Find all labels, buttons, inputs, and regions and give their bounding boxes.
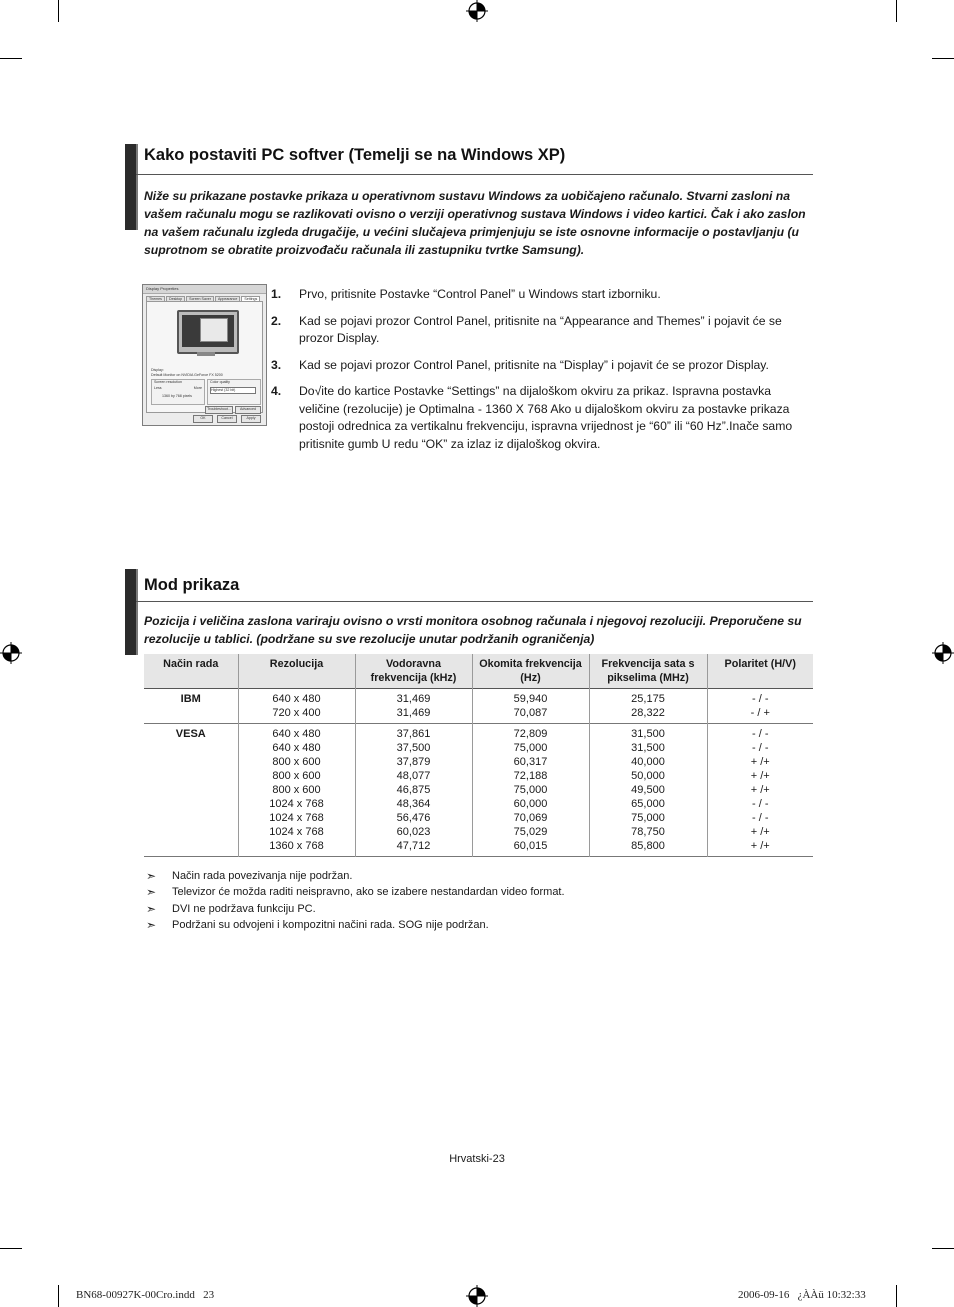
header-pixel-clock: Frekvencija sata s pikselima (MHz) — [589, 654, 707, 689]
mode-cell: IBM — [180, 693, 201, 705]
step-item — [271, 286, 811, 304]
notes-list — [146, 868, 565, 934]
monitor-icon — [177, 310, 239, 354]
cell-value: 1024 x 768 — [269, 798, 324, 810]
tab-appearance[interactable]: Appearance — [215, 296, 240, 302]
cell-value: 25,175 — [631, 693, 665, 705]
display-value: Default Monitor on NVIDIA GeForce FX 5200 — [151, 372, 223, 377]
table-row — [144, 724, 813, 857]
cell-value: 48,077 — [396, 770, 431, 782]
resolution-cell — [238, 724, 355, 857]
step-text: Do√ite do kartice Postavke “Settings” na dijaloškom okviru za prikaz. Ispravna postavka veličine (rezolucije) je Optimalna - 1360 X 768 Ako u dijaloškom okviru za postavke prikaza postoji odrednica za vertikalnu frekvenciju, ispravna vrijednost je “60” ili “60 Hz”.Inače samo pritisnite gumb U redu “OK” za izlaz iz dijaloškog okvira. — [299, 384, 793, 451]
arrow-icon: ➣ — [146, 885, 157, 900]
file-slug: BN68-00927K-00Cro.indd 23 — [76, 1289, 215, 1301]
cell-value: 78,750 — [631, 826, 665, 838]
table-header-row — [144, 654, 813, 689]
polarity-cell — [707, 689, 813, 724]
cell-value: 800 x 600 — [272, 770, 321, 782]
tab-screen-saver[interactable]: Screen Saver — [186, 296, 214, 302]
cell-value: 37,879 — [396, 756, 431, 768]
cell-value: 40,000 — [631, 756, 665, 768]
cell-value: 70,087 — [513, 707, 548, 719]
display-mode-table — [144, 654, 813, 857]
arrow-icon: ➣ — [146, 869, 157, 883]
vertical-frequency-cell — [472, 689, 589, 724]
arrow-icon: ➣ — [146, 901, 157, 916]
step-item — [271, 383, 811, 453]
mode-cell: VESA — [175, 728, 206, 740]
cell-value: + /+ — [750, 756, 770, 768]
color-select[interactable]: Highest (32 bit) — [210, 387, 256, 394]
display-properties-dialog — [142, 284, 267, 426]
crop-mark — [0, 1248, 22, 1249]
cell-value: 72,188 — [513, 770, 548, 782]
arrow-icon: ➣ — [146, 918, 157, 933]
cell-value: - / - — [752, 798, 769, 810]
ok-button[interactable]: OK — [193, 415, 213, 423]
step-item — [271, 313, 811, 348]
less-label: Less — [154, 386, 162, 390]
section-marker — [125, 144, 136, 230]
tab-settings[interactable]: Settings — [241, 296, 260, 302]
cell-value: 60,015 — [513, 840, 548, 852]
resolution-label: Screen resolution — [154, 380, 182, 384]
cell-value: + /+ — [750, 784, 770, 796]
note-item — [146, 901, 565, 917]
advanced-button[interactable]: Advanced — [235, 406, 261, 414]
date-slug: 2006-09-16 ¿ÀÀü 10:32:33 — [738, 1289, 866, 1301]
dialog-title: Display Properties — [143, 285, 266, 294]
note-item — [146, 868, 565, 884]
cell-value: 75,000 — [631, 812, 665, 824]
cell-value: - / - — [752, 742, 769, 754]
cell-value: - / + — [750, 707, 770, 719]
header-polarity: Polaritet (H/V) — [707, 654, 813, 689]
step-item — [271, 357, 811, 375]
cell-value: - / - — [752, 728, 769, 740]
cell-value: 1024 x 768 — [269, 826, 324, 838]
resolution-value: 1360 by 768 pixels — [162, 394, 192, 398]
cell-value: + /+ — [750, 826, 770, 838]
cell-value: 59,940 — [513, 693, 548, 705]
monitor-screen — [182, 315, 234, 347]
horizontal-frequency-cell — [355, 724, 472, 857]
troubleshoot-button[interactable]: Troubleshoot... — [205, 406, 233, 414]
step-number: 3. — [271, 357, 282, 372]
display-label: Display: — [151, 368, 164, 372]
resolution-group — [151, 379, 205, 405]
monitor-stand — [197, 352, 215, 356]
cell-value: 640 x 480 — [272, 693, 321, 705]
section-title: Kako postaviti PC softver (Temelji se na Windows XP) — [144, 146, 566, 164]
cell-value: 65,000 — [631, 798, 665, 810]
header-resolution: Rezolucija — [238, 654, 355, 689]
vertical-frequency-cell — [472, 724, 589, 857]
pixel-clock-cell — [589, 689, 707, 724]
section-rule — [136, 601, 813, 602]
registration-mark-icon — [466, 0, 488, 22]
step-number: 2. — [271, 313, 282, 328]
cell-value: 720 x 400 — [272, 707, 321, 719]
cell-value: 37,861 — [396, 728, 431, 740]
crop-mark — [58, 0, 59, 22]
note-item — [146, 917, 565, 933]
section-intro: Niže su prikazane postavke prikaza u operativnom sustavu Windows za uobičajeno računalo. Stvarni zasloni na vašem računalu mogu se razlikovati ovisno o verziji operativnog sustava Windows i video kartici. Čak i ako zaslon na vašem računalu izgleda drugačije, u većini slučajeva primjenjuju se iste osnovne informacije o postavljanju (u suprotnom se obratite proizvođaču računala ili zastupniku tvrtke Samsung). — [144, 189, 806, 257]
cell-value: 75,000 — [513, 784, 548, 796]
header-mode: Način rada — [144, 654, 238, 689]
cell-value: + /+ — [750, 770, 770, 782]
cell-value: 46,875 — [396, 784, 431, 796]
cell-value: 75,000 — [513, 742, 548, 754]
apply-button[interactable]: Apply — [241, 415, 261, 423]
page-number: Hrvatski-23 — [449, 1153, 505, 1165]
step-number: 4. — [271, 384, 282, 398]
crop-mark — [896, 1285, 897, 1307]
registration-mark-icon — [466, 1285, 488, 1307]
cell-value: 640 x 480 — [272, 728, 321, 740]
more-label: More — [193, 386, 202, 390]
crop-mark — [932, 58, 954, 59]
cell-value: 800 x 600 — [272, 784, 321, 796]
cell-value: 85,800 — [631, 840, 665, 852]
tab-desktop[interactable]: Desktop — [166, 296, 185, 302]
note-text: Televizor će možda raditi neispravno, ako se izabere nestandardan video format. — [172, 886, 565, 899]
table-row — [144, 689, 813, 724]
cell-value: 28,322 — [631, 707, 665, 719]
cell-value: 50,000 — [631, 770, 665, 782]
note-text: Način rada povezivanja nije podržan. — [172, 870, 353, 882]
step-text: Prvo, pritisnite Postavke “Control Panel” u Windows start izborniku. — [299, 287, 661, 301]
registration-mark-icon — [0, 642, 22, 664]
cell-value: 56,476 — [396, 812, 431, 824]
cell-value: 1360 x 768 — [269, 840, 324, 852]
crop-mark — [932, 1248, 954, 1249]
section-rule — [136, 174, 813, 175]
cell-value: 60,000 — [513, 798, 548, 810]
tab-themes[interactable]: Themes — [146, 296, 165, 302]
header-horizontal-frequency: Vodoravna frekvencija (kHz) — [355, 654, 472, 689]
cell-value: 60,317 — [513, 756, 548, 768]
pixel-clock-cell — [589, 724, 707, 857]
section-title: Mod prikaza — [144, 576, 240, 594]
cell-value: 37,500 — [396, 742, 431, 754]
section-intro: Pozicija i veličina zaslona variraju ovisno o vrsti monitora osobnog računala i njegovoj rezoluciji. Preporučene su rezolucije u tablici. (podržane su sve rezolucije unutar podržanih ograničenja) — [144, 614, 802, 646]
steps-list — [271, 286, 811, 462]
step-text: Kad se pojavi prozor Control Panel, pritisnite na “Display” i pojavit će se prozor Display. — [299, 357, 769, 372]
crop-mark — [0, 58, 22, 59]
header-vertical-frequency: Okomita frekvencija (Hz) — [472, 654, 589, 689]
cell-value: 70,069 — [513, 812, 548, 824]
cell-value: 75,029 — [513, 826, 548, 838]
cancel-button[interactable]: Cancel — [217, 415, 237, 423]
cell-value: 72,809 — [513, 728, 548, 740]
cell-value: 48,364 — [396, 798, 431, 810]
cell-value: 800 x 600 — [272, 756, 321, 768]
resolution-cell — [238, 689, 355, 724]
color-label: Color quality — [210, 380, 230, 384]
horizontal-frequency-cell — [355, 689, 472, 724]
registration-mark-icon — [932, 642, 954, 664]
section-marker — [125, 569, 136, 655]
display-info — [151, 368, 251, 377]
cell-value: 49,500 — [631, 784, 665, 796]
color-group — [207, 379, 261, 405]
cell-value: 31,469 — [396, 693, 431, 705]
cell-value: 31,500 — [631, 728, 665, 740]
crop-mark — [58, 1285, 59, 1307]
cell-value: - / - — [752, 812, 769, 824]
window-preview — [200, 318, 228, 342]
note-item — [146, 884, 565, 900]
cell-value: 60,023 — [396, 826, 431, 838]
cell-value: - / - — [752, 693, 769, 705]
cell-value: 31,500 — [631, 742, 665, 754]
cell-value: 640 x 480 — [272, 742, 321, 754]
dialog-panel — [146, 301, 263, 413]
cell-value: 1024 x 768 — [269, 812, 324, 824]
note-text: Podržani su odvojeni i kompozitni načini rada. SOG nije podržan. — [172, 919, 489, 932]
cell-value: 47,712 — [396, 840, 431, 852]
note-text: DVI ne podržava funkciju PC. — [172, 902, 316, 915]
crop-mark — [896, 0, 897, 22]
step-text: Kad se pojavi prozor Control Panel, pritisnite na “Appearance and Themes” i pojavit će se prozor Display. — [299, 313, 782, 345]
polarity-cell — [707, 724, 813, 857]
step-number: 1. — [271, 287, 282, 301]
cell-value: 31,469 — [396, 707, 431, 719]
cell-value: + /+ — [750, 840, 770, 852]
